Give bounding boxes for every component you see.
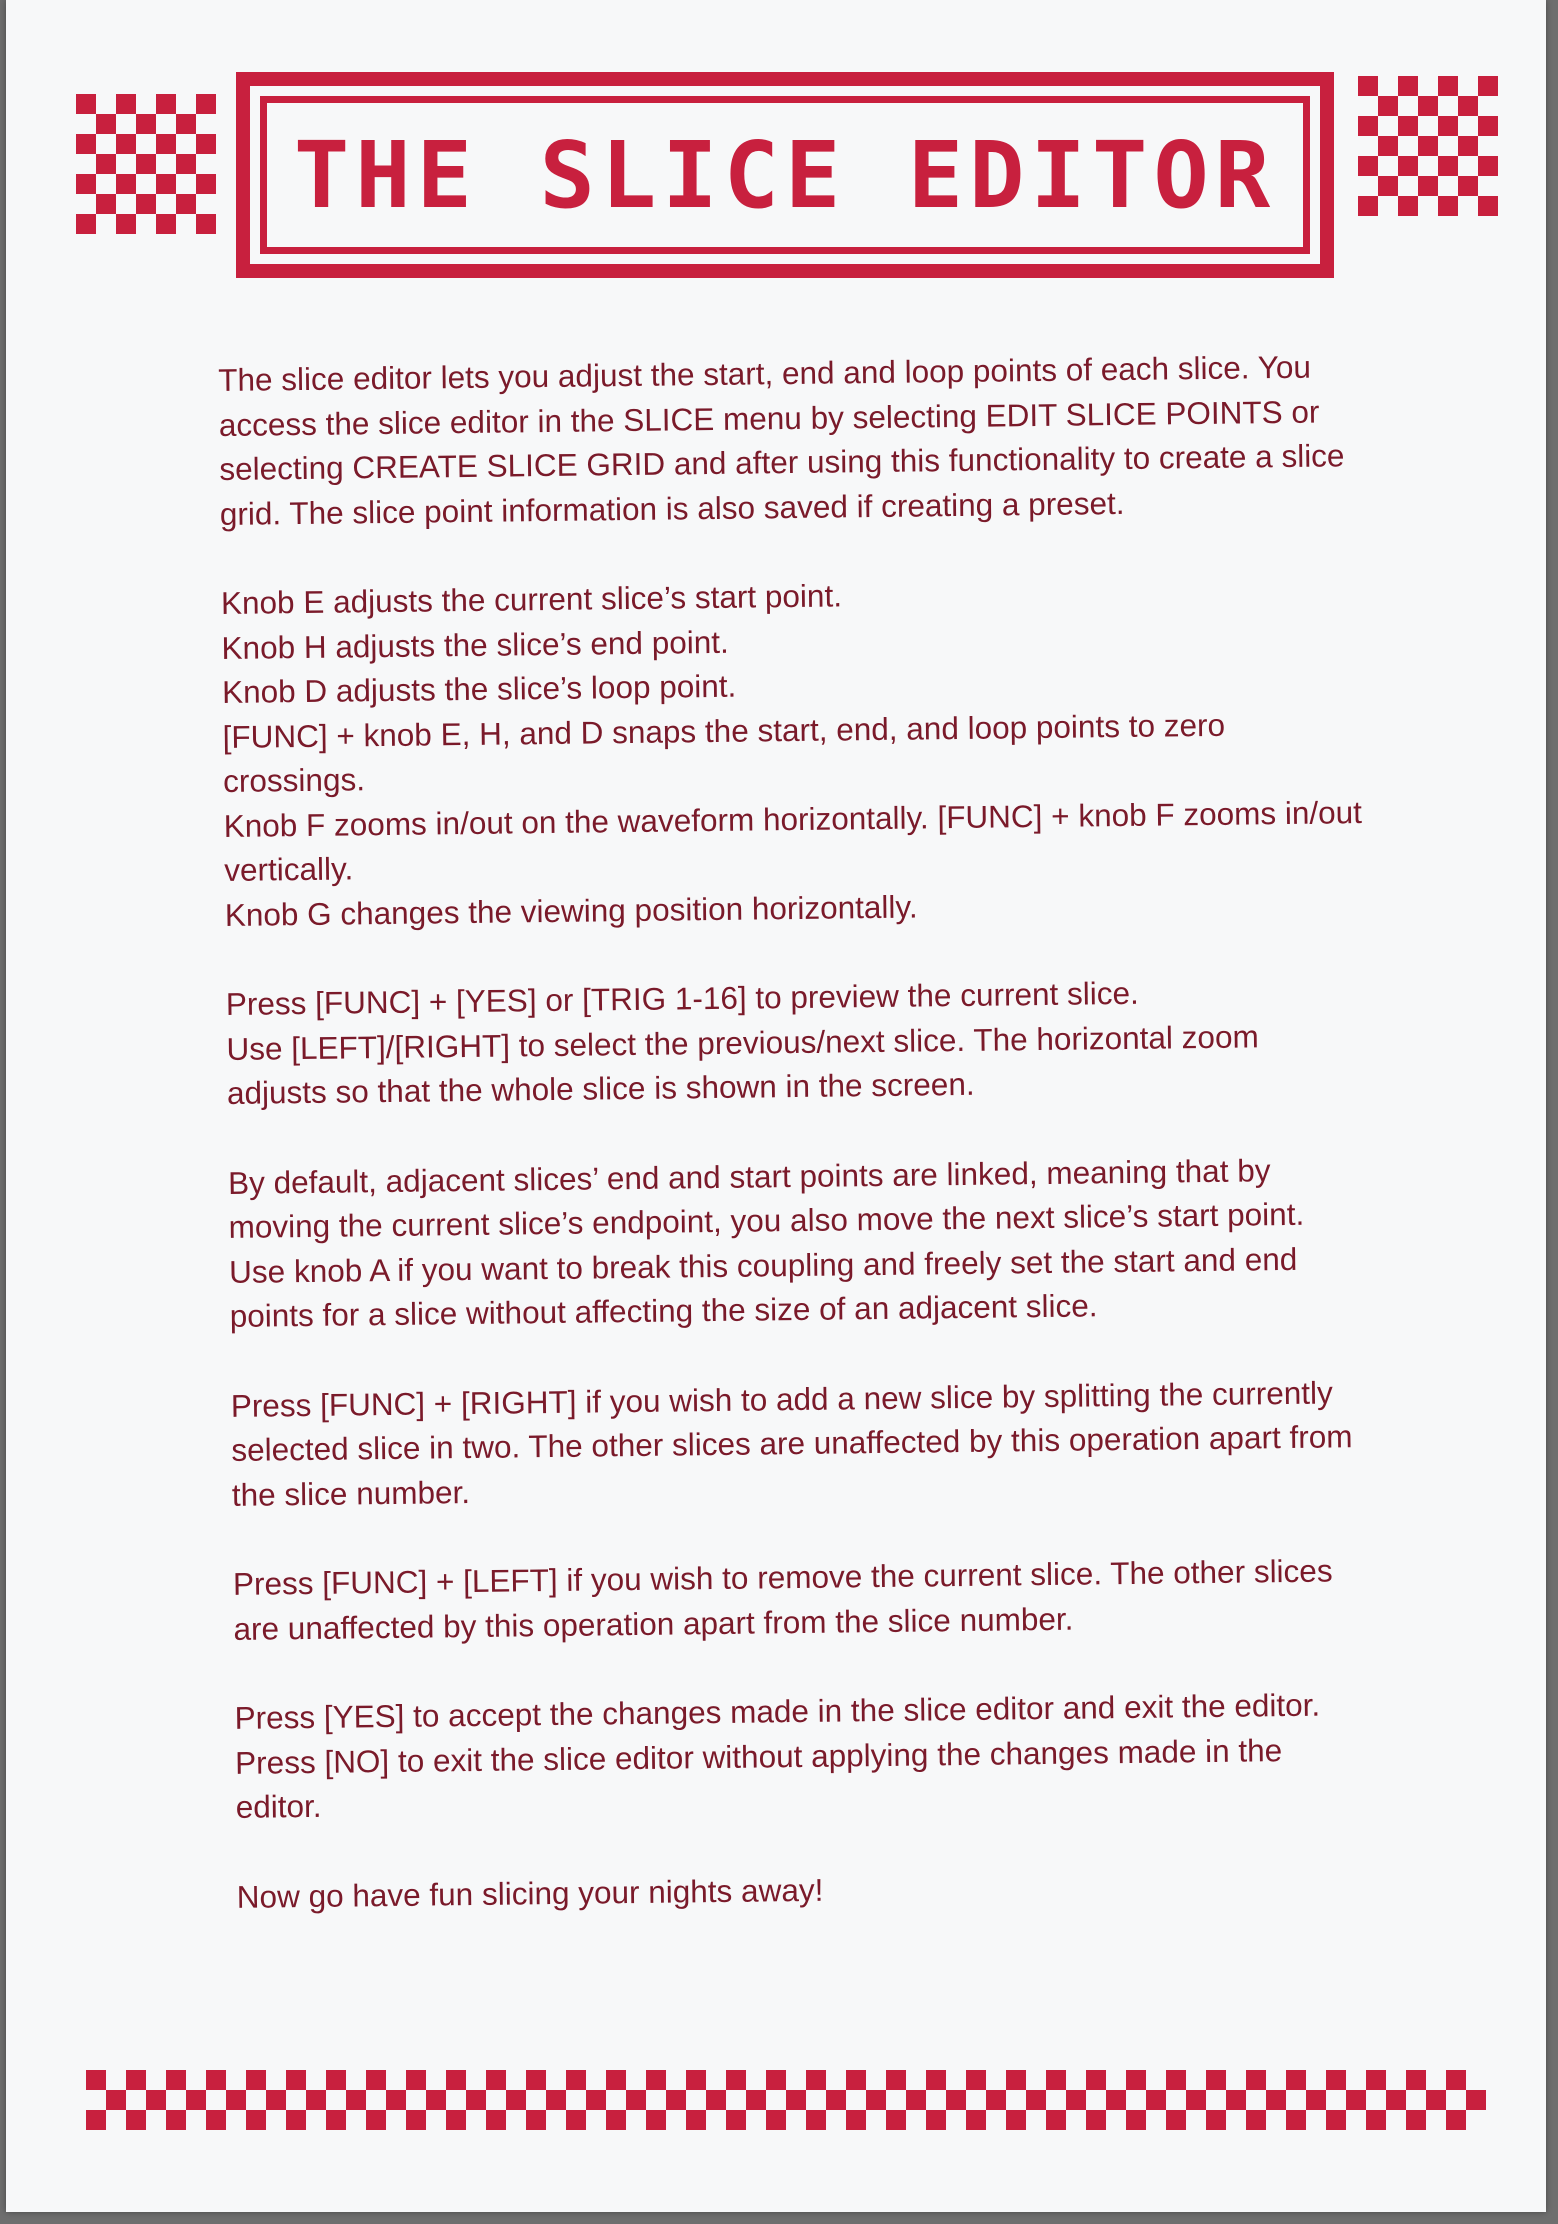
- page-title: THE SLICE EDITOR: [293, 121, 1277, 229]
- paragraph-remove-slice: Press [FUNC] + [LEFT] if you wish to remove the current slice. The other slices are unaffected by this operation apart from the slice number.: [232, 1552, 1333, 1647]
- paragraph-intro: The slice editor lets you adjust the start, end and loop points of each slice. You access the slice editor in the SLICE menu by selecting EDIT SLICE POINTS or selecting CREATE SLICE GRID and after using this functionality to create a slice grid. The slice point information is also saved if creating a preset.: [218, 348, 1345, 532]
- paragraph-linking: By default, adjacent slices’ end and start points are linked, meaning that by moving the current slice’s endpoint, you also move the next slice’s start point. Use knob A if you want to break this coupling and freely set the start and end points for a slice without affecting the size of an adjacent slice.: [227, 1151, 1305, 1334]
- knob-g-line: Knob G changes the viewing position horizontally.: [224, 887, 918, 933]
- document-page: [6, 0, 1546, 2212]
- knob-e-line: Knob E adjusts the current slice’s start point.: [220, 577, 843, 621]
- title-frame-inner: [260, 96, 1310, 254]
- func-snap-line: [FUNC] + knob E, H, and D snaps the start, end, and loop points to zero crossings.: [222, 706, 1226, 799]
- paragraph-preview: [226, 968, 1368, 1115]
- navigate-line: Use [LEFT]/[RIGHT] to select the previous/next slice. The horizontal zoom adjusts so that the whole slice is shown in the screen.: [226, 1017, 1259, 1111]
- knob-f-line: Knob F zooms in/out on the waveform horizontally. [FUNC] + knob F zooms in/out vertically.: [223, 793, 1363, 888]
- body-text: [218, 344, 1378, 1964]
- paragraph-accept: Press [YES] to accept the changes made in the slice editor and exit the editor. Press [NO] to exit the slice editor without applying the changes made in the editor.: [234, 1686, 1321, 1825]
- paragraph-add-slice: Press [FUNC] + [RIGHT] if you wish to add a new slice by splitting the currently selected slice in two. The other slices are unaffected by this operation apart from the slice number.: [230, 1373, 1353, 1513]
- checker-pattern-left-icon: [76, 94, 216, 234]
- checker-pattern-right-icon: [1358, 76, 1498, 216]
- paragraph-closing: Now go have fun slicing your nights away!: [236, 1871, 824, 1915]
- knob-d-line: Knob D adjusts the slice’s loop point.: [221, 667, 737, 710]
- knob-h-line: Knob H adjusts the slice’s end point.: [221, 623, 729, 666]
- paragraph-knobs: [221, 567, 1365, 937]
- checker-strip-bottom-icon: [86, 2070, 1486, 2130]
- preview-line: Press [FUNC] + [YES] or [TRIG 1-16] to preview the current slice.: [225, 974, 1139, 1022]
